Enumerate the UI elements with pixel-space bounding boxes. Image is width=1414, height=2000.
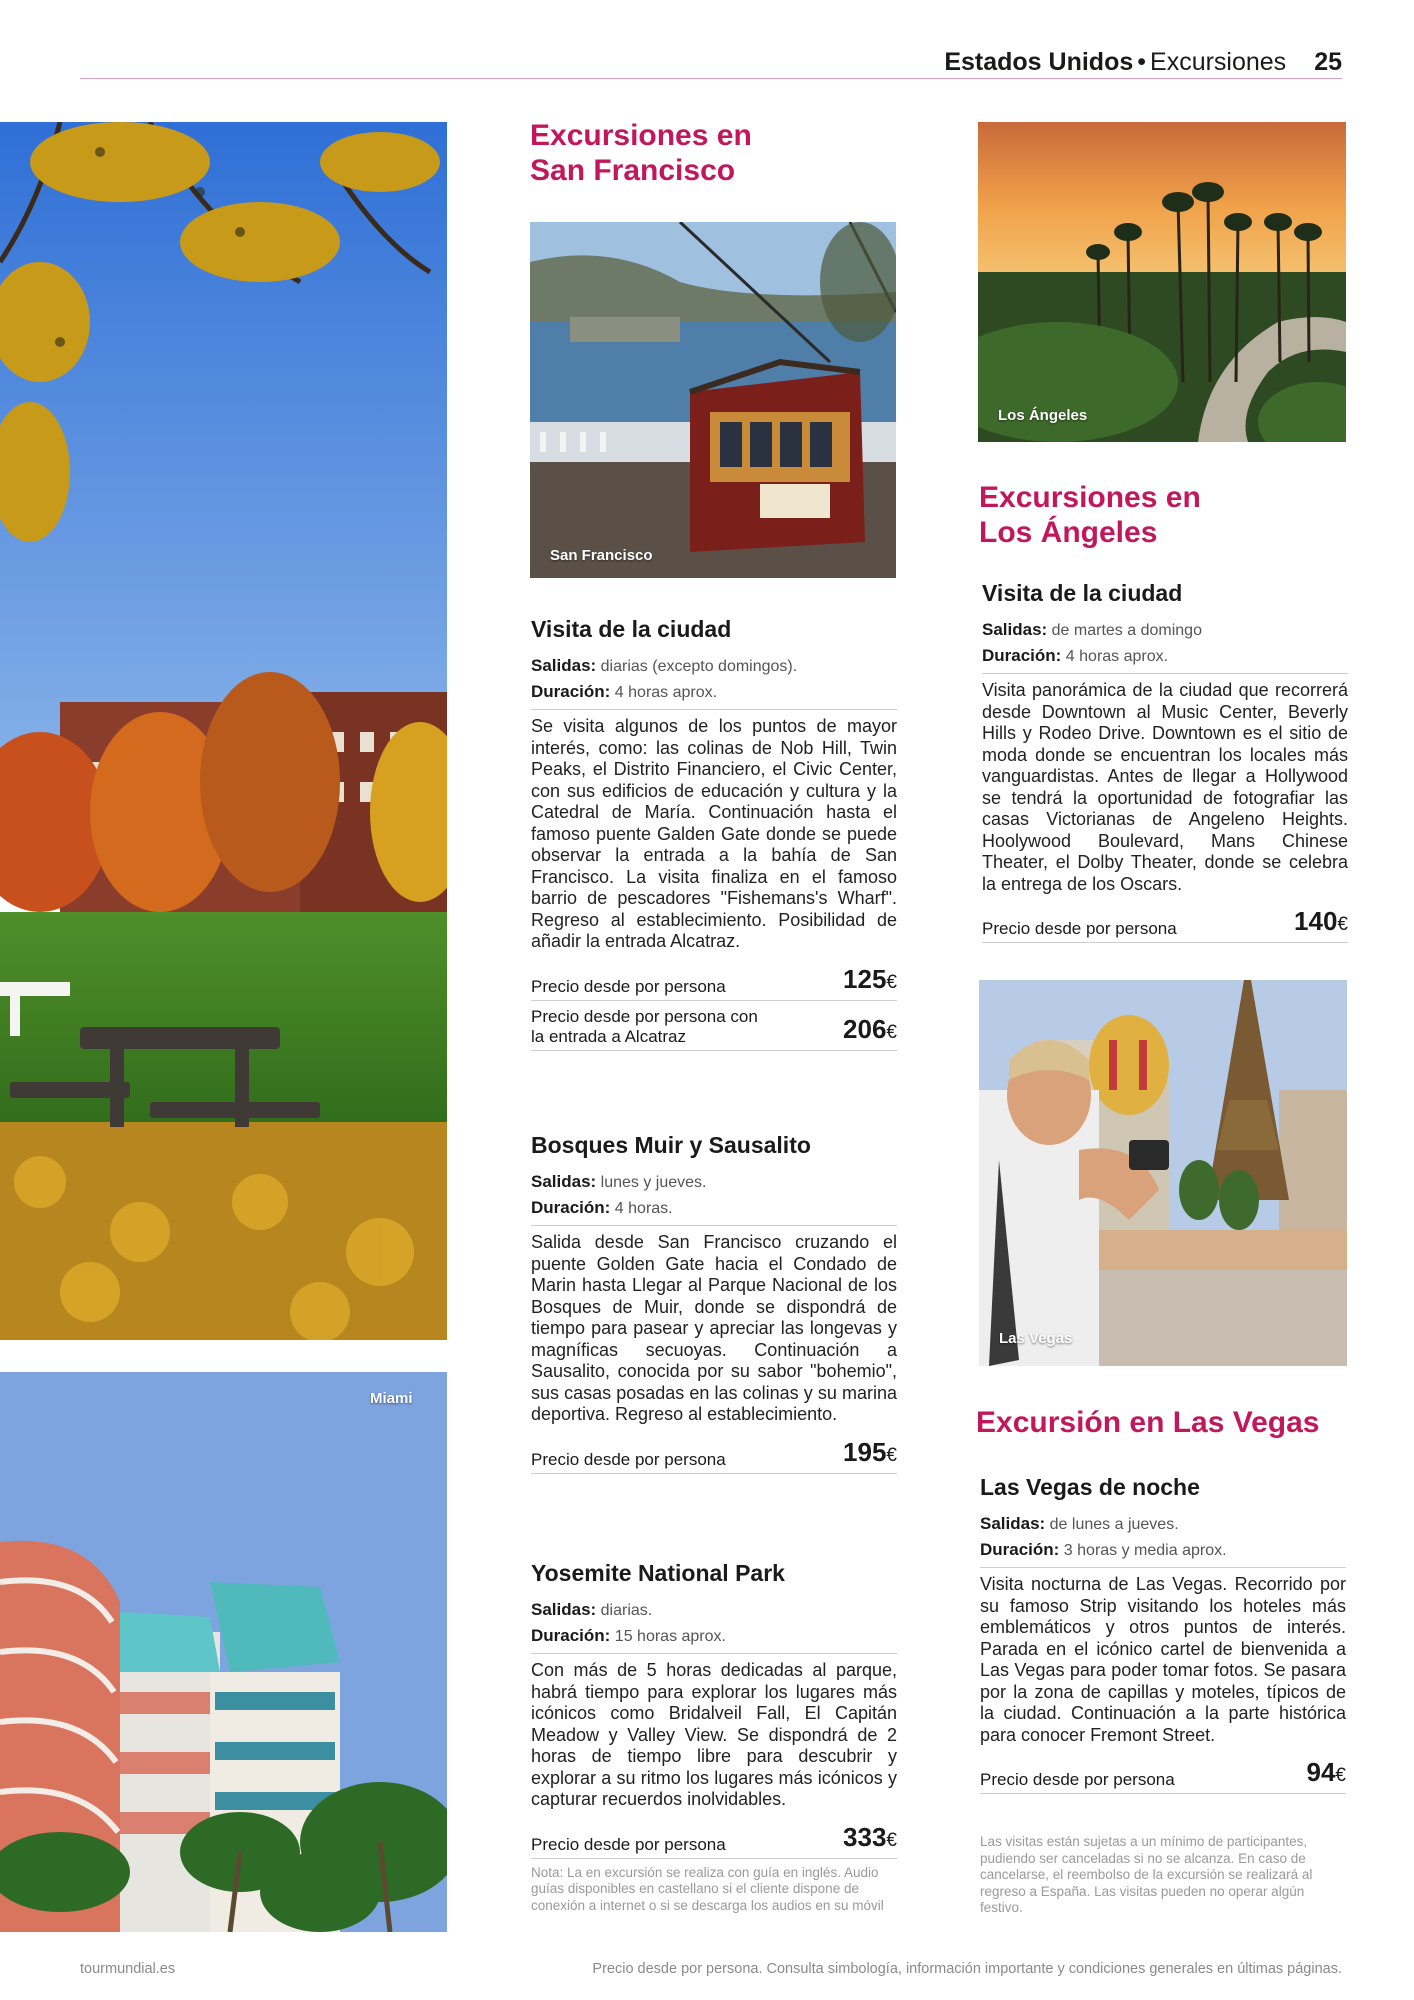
price-row [980,1754,1346,1794]
salidas-value: lunes y jueves. [600,1174,707,1191]
price-amount: 195 [843,1436,887,1467]
price-value [1307,1758,1347,1790]
title-line-1: Excursiones en [979,481,1201,514]
divider [531,709,897,710]
tour-duracion [531,1195,897,1221]
price-amount: 140 [1294,906,1338,936]
sf-note: Nota: La en excursión se realiza con guía en inglés. Audio guías disponibles en castellano si el cliente dispone de conexión a internet o si se descarga los audios en su móvil [531,1864,884,1913]
price-amount: 333 [843,1821,887,1852]
tour-salidas [982,617,1348,643]
tour-description: Con más de 5 horas dedicadas al parque, habrá tiempo para explorar los lugares más icónicos como Bridalveil Fall, El Capitán Meadow y Valley View. Se dispondrá de 2 horas de tiempo libre para descubrir y explorar a su ritmo los lugares más icónicos y capturar recuerdos inolvidables. [531,1660,897,1809]
divider [980,1567,1346,1568]
los-angeles-photo [978,122,1346,442]
tour-description: Se visita algunos de los puntos de mayor interés, como: las colinas de Nob Hill, Twin Peaks, el Distrito Financiero, el Civic Center, con sus edificios de educación y cultura y la Catedral de María. Continuación hasta el famoso puente Galden Gate donde se puede observar la entrada a la bahía de San Francisco. La visita finaliza en el famoso barrio de pescadores "Fishemans's Wharf". Regreso al establecimiento. Posibilidad de añadir la entrada Alcatraz. [531,716,897,951]
tour-sf-city [531,616,897,1051]
price-row [531,1434,897,1474]
caption-las-vegas: Las Vegas [999,1330,1073,1347]
price-amount: 125 [843,963,887,994]
section-title-san-francisco [530,118,752,188]
price-label: Precio desde por persona [982,919,1177,938]
footer-website: tourmundial.es [80,1961,176,1977]
tour-duracion [980,1537,1346,1563]
price-currency: € [886,1021,897,1043]
miami-photo [0,1372,447,1932]
tour-duracion [531,679,897,705]
tour-salidas [531,1597,897,1623]
header-country: Estados Unidos [944,48,1134,76]
caption-los-angeles: Los Ángeles [998,407,1088,424]
salidas-label: Salidas: [980,1514,1046,1533]
salidas-label: Salidas: [531,656,597,675]
duracion-value: 4 horas aprox. [614,684,718,701]
price-value [843,1823,897,1855]
price-row-alcatraz [531,1003,897,1051]
tour-la-city [982,580,1348,943]
tour-salidas [531,653,897,679]
price-label: Precio desde por persona con la entrada a Alcatraz [531,1006,758,1046]
page-number: 25 [1314,48,1342,76]
tour-title: Visita de la ciudad [531,616,732,642]
header-separator: • [1137,48,1147,76]
salidas-value: de martes a domingo [1051,622,1202,639]
duracion-label: Duración: [531,1198,611,1217]
price-currency: € [1335,1765,1346,1786]
price-value [843,965,897,997]
duracion-value: 3 horas y media aprox. [1063,1542,1227,1559]
price-currency: € [886,971,897,993]
footer-disclaimer: Precio desde por persona. Consulta simbología, información importante y condiciones generales en últimas páginas. [592,1961,1342,1977]
divider [531,1653,897,1654]
san-francisco-photo [530,222,896,578]
price-value [1294,907,1348,939]
salidas-label: Salidas: [531,1172,597,1191]
duracion-value: 4 horas aprox. [1065,648,1169,665]
duracion-label: Duración: [531,682,611,701]
tour-yosemite [531,1560,897,1914]
las-vegas-photo [979,980,1347,1366]
tour-title: Yosemite National Park [531,1560,785,1586]
visits-note: Las visitas están sujetas a un mínimo de participantes, pudiendo ser canceladas si no se alcanza. En caso de cancelarse, el reembolso de la excursión se realizará al regreso a España. Las visitas pueden no operar algún festivo. [980,1834,1313,1915]
salidas-label: Salidas: [982,620,1048,639]
title-line-1: Excursiones en [530,119,752,152]
title-line-2: Los Ángeles [979,516,1158,549]
duracion-value: 4 horas. [614,1200,673,1217]
duracion-label: Duración: [980,1540,1060,1559]
divider [531,1225,897,1226]
price-label: Precio desde por persona [531,1834,726,1854]
price-row [531,961,897,1001]
price-currency: € [1337,914,1348,935]
tour-las-vegas-night [980,1474,1346,1917]
price-currency: € [886,1444,897,1466]
salidas-label: Salidas: [531,1600,597,1619]
salidas-value: diarias. [600,1602,653,1619]
price-row [531,1819,897,1859]
price-label: Precio desde por persona [531,976,726,996]
price-label: Precio desde por persona [531,1449,726,1469]
header-section: Excursiones [1150,48,1287,76]
caption-miami: Miami [370,1390,413,1407]
duracion-label: Duración: [982,646,1062,665]
salidas-value: de lunes a jueves. [1049,1516,1179,1533]
page-header [944,48,1342,77]
salidas-value: diarias (excepto domingos). [600,658,798,675]
duracion-label: Duración: [531,1626,611,1645]
price-value [843,1015,897,1047]
price-label: Precio desde por persona [980,1770,1175,1789]
price-value [843,1438,897,1470]
tour-title: Bosques Muir y Sausalito [531,1132,811,1158]
price-row [982,903,1348,943]
tour-title: Las Vegas de noche [980,1474,1200,1500]
tour-duracion [531,1623,897,1649]
tour-duracion [982,643,1348,669]
caption-san-francisco: San Francisco [550,547,653,564]
tour-salidas [531,1169,897,1195]
price-amount: 94 [1306,1757,1336,1787]
divider [982,673,1348,674]
tour-description: Visita panorámica de la ciudad que recorrerá desde Downtown al Music Center, Beverly Hills y Rodeo Drive. Downtown es el sitio de moda donde se encuentran los locales más vanguardistas. Antes de llegar a Hollywood se tendrá la oportunidad de fotografiar las casas Victorianas de Angeleno Heights. Hoolywood Boulevard, Mans Chinese Theater, el Dolby Theater, donde se celebra la entrega de los Oscars. [982,680,1348,894]
tour-muir-sausalito [531,1132,897,1474]
price-amount: 206 [843,1013,887,1044]
section-title-las-vegas: Excursión en Las Vegas [976,1406,1320,1439]
tour-description: Visita nocturna de Las Vegas. Recorrido por su famoso Strip visitando los hoteles más emblemáticos y otros puntos de interés. Parada en el icónico cartel de bienvenida a Las Vegas para poder tomar fotos. Se pasara por la zona de capillas y moteles, típicos de la ciudad. Continuación a la parte histórica para conocer Fremont Street. [980,1574,1346,1745]
header-divider [80,78,1342,79]
tour-salidas [980,1511,1346,1537]
title-line-2: San Francisco [530,154,736,187]
tour-title: Visita de la ciudad [982,580,1183,606]
park-photo [0,122,447,1340]
section-title-los-angeles [979,480,1201,550]
price-currency: € [886,1829,897,1851]
duracion-value: 15 horas aprox. [614,1628,726,1645]
tour-description: Salida desde San Francisco cruzando el puente Golden Gate hacia el Condado de Marin hasta Llegar al Parque Nacional de los Bosques de Muir, donde se dispondrá de tiempo para pasear y apreciar las longevas y magníficas secuoyas. Continuación a Sausalito, conocida por su sabor "bohemio", sus casas posadas en las colinas y su marina deportiva. Regreso al establecimiento. [531,1232,897,1424]
